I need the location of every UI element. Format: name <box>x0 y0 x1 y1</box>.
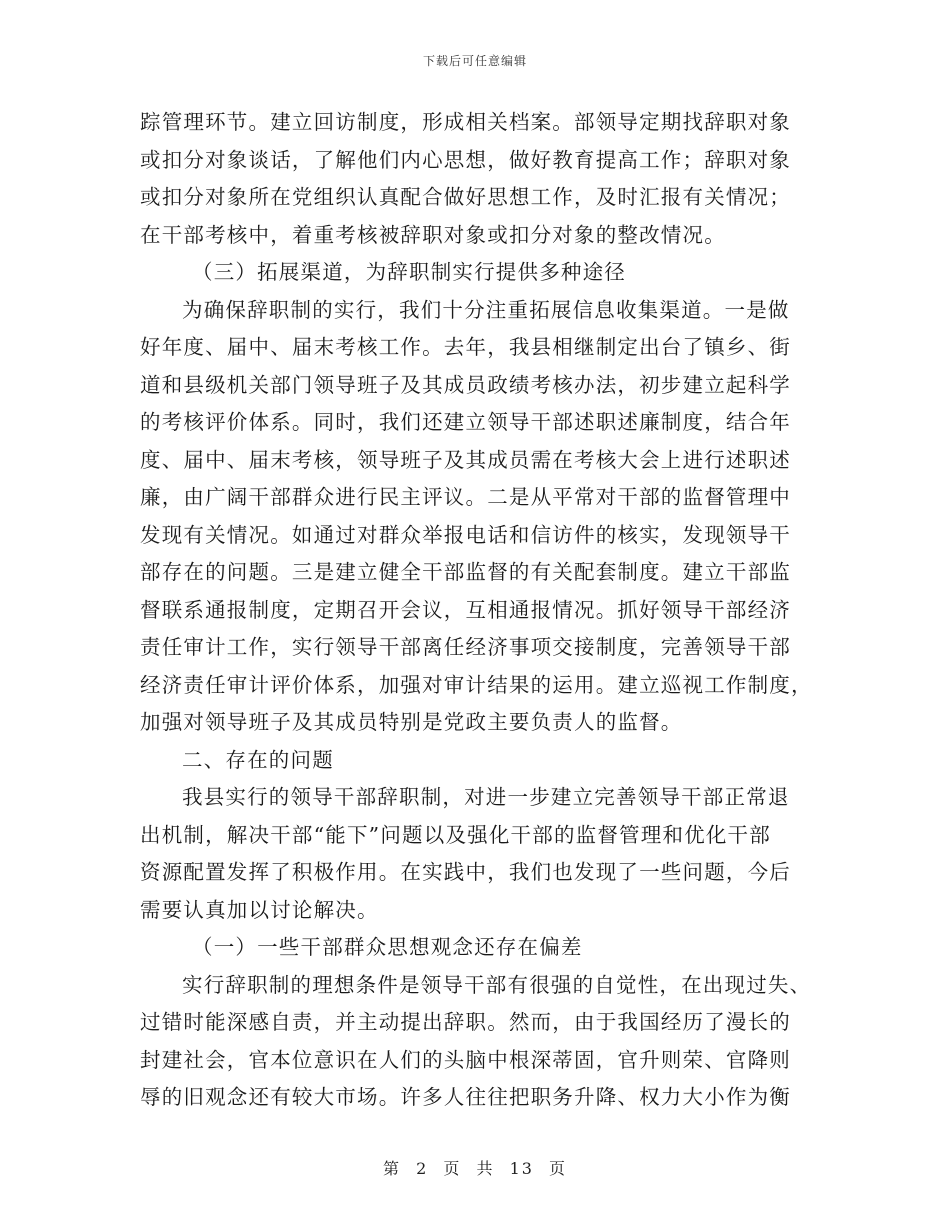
text-line: 的考核评价体系。同时，我们还建立领导干部述职述廉制度，结合年 <box>140 410 791 434</box>
footer-page-label: 页 <box>443 1159 462 1178</box>
footer-total-label: 页 <box>549 1159 568 1178</box>
text-line: 实行辞职制的理想条件是领导干部有很强的自觉性，在出现过失、 <box>182 972 812 997</box>
text-line: 经济责任审计评价体系，加强对审计结果的运用。建立巡视工作制度， <box>140 672 813 697</box>
document-body <box>140 104 820 1117</box>
section-heading: （一）一些干部群众思想观念还存在偏差 <box>192 935 583 959</box>
text-line: 我县实行的领导干部辞职制，对进一步建立完善领导干部正常退 <box>182 785 790 809</box>
text-line: 辱的旧观念还有较大市场。许多人往往把职务升降、权力大小作为衡 <box>140 1085 791 1109</box>
text-line: 过错时能深感自责，并主动提出辞职。然而，由于我国经历了漫长的 <box>140 1010 791 1034</box>
text-line: 在干部考核中，着重考核被辞职对象或扣分对象的整改情况。 <box>140 222 726 247</box>
total-pages: 13 <box>509 1159 534 1178</box>
section-heading: （三）拓展渠道，为辞职制实行提供多种途径 <box>192 260 626 284</box>
text-line: 责任审计工作，实行领导干部离任经济事项交接制度，完善领导干部 <box>140 635 791 659</box>
page-footer <box>0 1156 950 1179</box>
text-line: 踪管理环节。建立回访制度，形成相关档案。部领导定期找辞职对象 <box>140 110 791 134</box>
text-line: 或扣分对象所在党组织认真配合做好思想工作，及时汇报有关情况； <box>140 185 791 209</box>
text-line: 督联系通报制度，定期召开会议，互相通报情况。抓好领导干部经济 <box>140 597 791 622</box>
text-line: 廉，由广阔干部群众进行民主评议。二是从平常对干部的监督管理中 <box>140 485 791 509</box>
text-line: 道和县级机关部门领导班子及其成员政绩考核办法，初步建立起科学 <box>140 372 791 397</box>
text-line: 出机制，解决干部“能下”问题以及强化干部的监督管理和优化干部 <box>140 822 771 847</box>
text-line: 好年度、届中、届末考核工作。去年，我县相继制定出台了镇乡、街 <box>140 335 791 359</box>
text-line: 发现有关情况。如通过对群众举报电话和信访件的核实，发现领导干 <box>140 522 791 547</box>
text-line: 度、届中、届末考核，领导班子及其成员需在考核大会上进行述职述 <box>140 447 791 472</box>
text-line: 加强对领导班子及其成员特别是党政主要负责人的监督。 <box>140 710 683 734</box>
text-line: 资源配置发挥了积极作用。在实践中，我们也发现了一些问题，今后 <box>140 860 791 884</box>
section-heading: 二、存在的问题 <box>182 747 334 772</box>
page-header: 下载后可任意编辑 <box>422 54 527 68</box>
footer-prefix: 第 <box>382 1159 401 1178</box>
text-line: 部存在的问题。三是建立健全干部监督的有关配套制度。建立干部监 <box>140 560 791 584</box>
text-line: 封建社会，官本位意识在人们的头脑中根深蒂固，官升则荣、官降则 <box>140 1047 791 1072</box>
text-line: 需要认真加以讨论解决。 <box>140 897 379 922</box>
text-line: 为确保辞职制的实行，我们十分注重拓展信息收集渠道。一是做 <box>182 297 790 322</box>
text-line: 或扣分对象谈话，了解他们内心思想，做好教育提高工作；辞职对象 <box>140 147 791 172</box>
footer-total-prefix: 共 <box>476 1159 495 1178</box>
page-number: 2 <box>416 1159 429 1178</box>
